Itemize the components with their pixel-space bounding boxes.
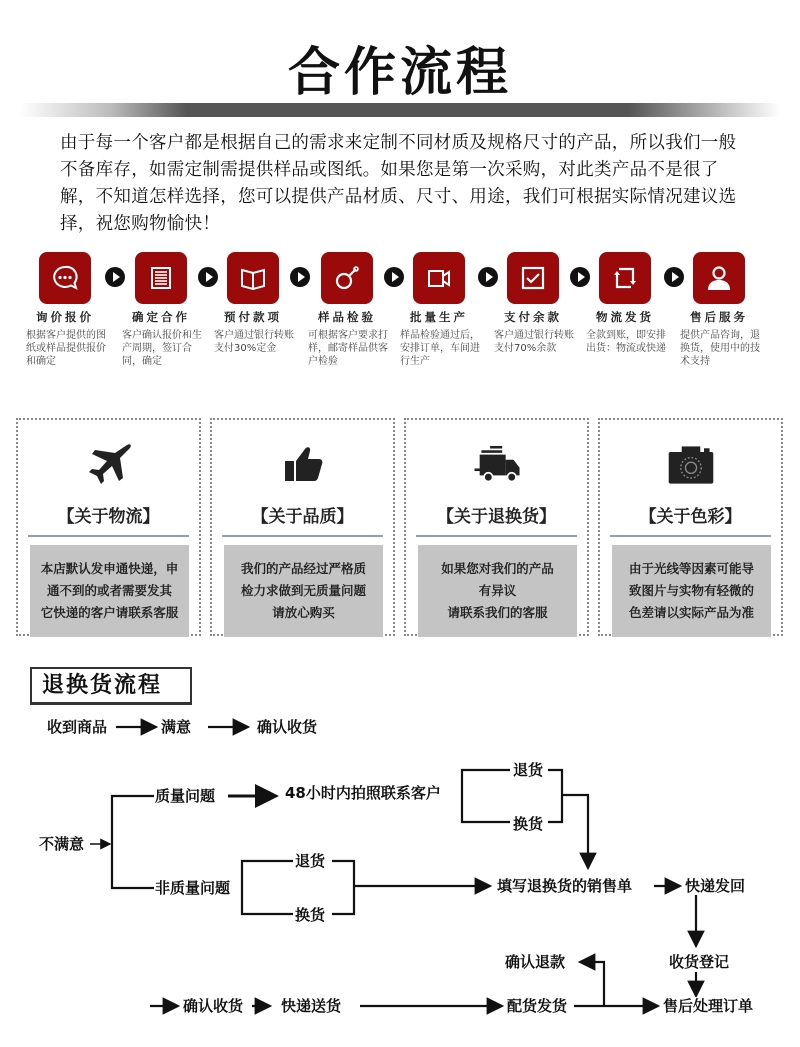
step-label: 物流发货 <box>596 310 654 324</box>
node-quality-issue: 质量问题 <box>155 787 216 805</box>
node-confirm-receipt-bottom: 确认收货 <box>183 997 244 1015</box>
node-return-mid: 退货 <box>295 852 326 870</box>
node-after-sales-order: 售后处理订单 <box>663 997 754 1015</box>
node-exchange-top: 换货 <box>513 815 544 833</box>
node-ship-back: 快递发回 <box>685 877 746 895</box>
node-fill-form: 填写退换货的销售单 <box>497 877 633 895</box>
step-label: 售后服务 <box>690 310 748 324</box>
card-title: 【关于退换货】 <box>437 507 556 527</box>
step-label: 支付余款 <box>504 310 562 324</box>
step-label: 询价报价 <box>36 310 94 324</box>
card-body-line: 如果您对我们的产品 <box>441 561 554 576</box>
card-body-line: 本店默认发申通快递，申 <box>40 561 179 576</box>
node-received-goods: 收到商品 <box>47 718 108 736</box>
step-label: 批量生产 <box>410 310 468 324</box>
node-return-top: 退货 <box>513 761 544 779</box>
step-description: 客户通过银行转账支付30%定金 <box>214 330 294 354</box>
node-contact-48h: 48小时内拍照联系客户 <box>285 784 441 802</box>
node-unsatisfied: 不满意 <box>39 835 85 853</box>
card-body-line: 有异议 <box>478 583 517 598</box>
card-body-line: 由于光线等因素可能导 <box>628 561 754 576</box>
card-body-line: 它快递的客户请联系客服 <box>40 605 179 620</box>
card-body-line: 我们的产品经过严格质 <box>240 561 366 576</box>
step-description: 根据客户提供的图纸或样品提供报价和确定 <box>26 330 106 367</box>
step-label: 确定合作 <box>132 310 190 324</box>
node-receive-register: 收货登记 <box>669 953 730 971</box>
card-body-line: 检力求做到无质量问题 <box>240 583 366 598</box>
node-dispatch: 配货发货 <box>507 997 568 1015</box>
node-confirm-receipt-top: 确认收货 <box>257 718 318 736</box>
card-body-line: 通不到的或者需要发其 <box>46 583 172 598</box>
node-express-deliver: 快递送货 <box>281 997 342 1015</box>
step-label: 预付款项 <box>224 310 282 324</box>
intro-paragraph: 由于每一个客户都是根据自己的需求来定制不同材质及规格尺寸的产品，所以我们一般不备库存，如需定制需提供样品或图纸。如果您是第一次采购，对此类产品不是很了解，不知道怎样选择，您可以提供产品材质、尺寸、用途，我们可根据实际情况建议选择，祝您购物愉快！ <box>60 133 737 234</box>
step-description: 全款到账，即安排出货：物流或快递 <box>586 330 666 354</box>
card-body-line: 致图片与实物有轻微的 <box>628 583 754 598</box>
page-title: 合作流程 <box>287 42 512 103</box>
step-description: 提供产品咨询，退换货，使用中的技术支持 <box>680 330 760 367</box>
step-label: 样品检验 <box>318 310 376 324</box>
card-title: 【关于物流】 <box>57 507 160 527</box>
card-title: 【关于色彩】 <box>639 507 742 527</box>
step-description: 客户通过银行转账支付70%余款 <box>494 330 574 354</box>
step-description: 可根据客户要求打样，邮寄样品供客户检验 <box>308 330 388 367</box>
card-title: 【关于品质】 <box>251 507 354 527</box>
node-confirm-refund: 确认退款 <box>505 953 566 971</box>
card-body-line: 请联系我们的客服 <box>447 605 548 620</box>
returns-section-title: 退换货流程 <box>30 667 192 705</box>
step-description: 样品检验通过后，安排订单，车间进行生产 <box>400 330 480 367</box>
node-non-quality-issue: 非质量问题 <box>155 879 231 897</box>
card-body-line: 请放心购买 <box>272 605 335 620</box>
node-satisfied: 满意 <box>161 718 192 736</box>
step-description: 客户确认报价和生产周期，签订合同，确定 <box>122 330 202 367</box>
node-exchange-mid: 换货 <box>295 906 326 924</box>
card-body-line: 色差请以实际产品为准 <box>628 605 754 620</box>
